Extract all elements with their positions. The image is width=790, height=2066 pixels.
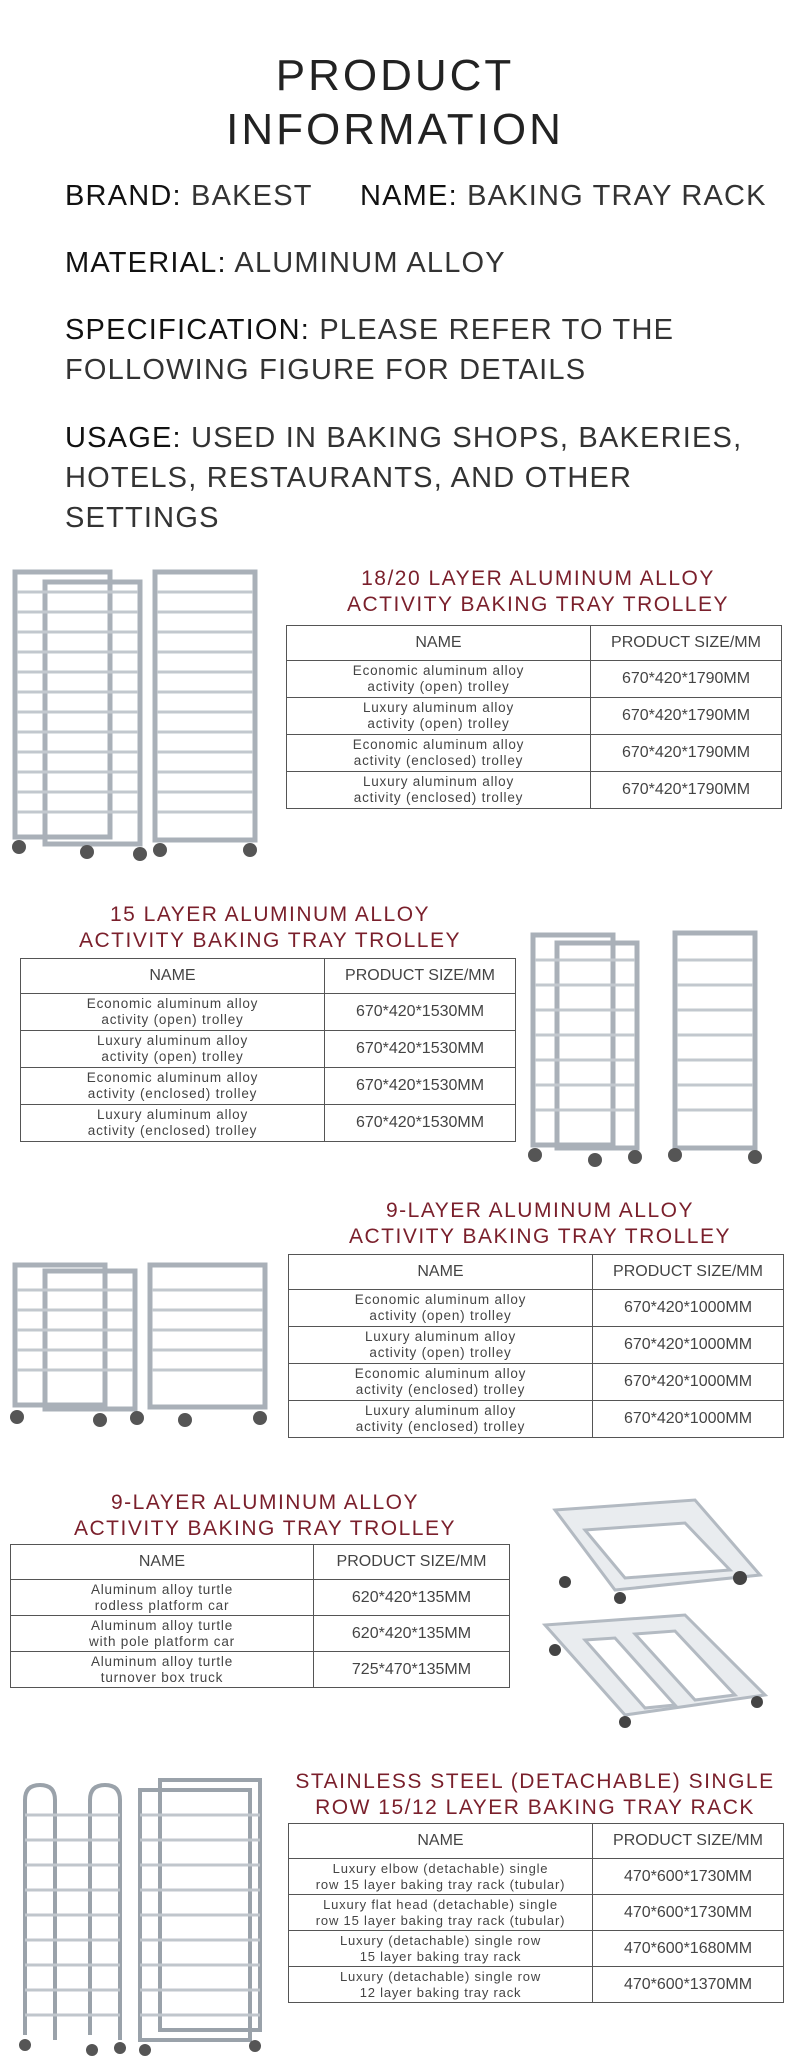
section-5-title-line-1: STAINLESS STEEL (DETACHABLE) SINGLE: [295, 1770, 775, 1793]
table-row: [289, 1290, 784, 1327]
table-row: [21, 1031, 516, 1068]
table-row: [21, 1068, 516, 1105]
table-row: [289, 1401, 784, 1438]
table-row: [289, 1859, 784, 1895]
section-1-title-line-1: 18/20 LAYER ALUMINUM ALLOY: [361, 567, 715, 590]
product-size: 670*420*1530MM: [325, 1031, 516, 1068]
brand-value: BAKEST: [191, 180, 313, 212]
table-row: [287, 735, 782, 772]
col-name-header: NAME: [287, 626, 591, 661]
name-value: BAKING TRAY RACK: [467, 180, 767, 212]
section-2-title-line-2: ACTIVITY BAKING TRAY TROLLEY: [79, 929, 461, 952]
table-row: [11, 1652, 510, 1688]
stainless-rack-pair-image: [10, 1770, 280, 2060]
product-name: Luxury (detachable) single row 15 layer baking tray rack: [289, 1931, 593, 1967]
section-2-table: [20, 958, 516, 1142]
name-line: [360, 176, 767, 216]
product-size: 670*420*1530MM: [325, 994, 516, 1031]
section-1-table: [286, 625, 782, 809]
product-name: Luxury aluminum alloy activity (open) trolley: [287, 698, 591, 735]
product-name: Economic aluminum alloy activity (enclosed) trolley: [21, 1068, 325, 1105]
short-trolley-pair-image: [5, 1255, 280, 1435]
product-name: Luxury aluminum alloy activity (open) trolley: [21, 1031, 325, 1068]
product-size: 470*600*1730MM: [593, 1895, 784, 1931]
col-size-header: PRODUCT SIZE/MM: [593, 1255, 784, 1290]
table-row: [289, 1327, 784, 1364]
section-3-title-line-1: 9-LAYER ALUMINUM ALLOY: [385, 1199, 695, 1222]
table-row: [287, 772, 782, 809]
col-name-header: NAME: [21, 959, 325, 994]
col-name-header: NAME: [289, 1255, 593, 1290]
product-name: Aluminum alloy turtle rodless platform car: [11, 1580, 314, 1616]
product-size: 725*470*135MM: [314, 1652, 510, 1688]
brand-label: BRAND:: [65, 180, 182, 212]
spec-label: SPECIFICATION:: [65, 314, 311, 346]
product-name: Economic aluminum alloy activity (open) trolley: [289, 1290, 593, 1327]
section-3-title: [290, 1198, 790, 1250]
col-name-header: NAME: [11, 1545, 314, 1580]
spec-line: [65, 310, 674, 390]
section-2-title: [20, 902, 520, 954]
product-size: 670*420*1000MM: [593, 1290, 784, 1327]
table-row: [11, 1580, 510, 1616]
col-size-header: PRODUCT SIZE/MM: [325, 959, 516, 994]
col-name-header: NAME: [289, 1824, 593, 1859]
usage-label: USAGE:: [65, 422, 182, 454]
table-row: [287, 661, 782, 698]
product-name: Economic aluminum alloy activity (enclosed) trolley: [287, 735, 591, 772]
product-name: Economic aluminum alloy activity (open) trolley: [287, 661, 591, 698]
product-name: Luxury aluminum alloy activity (enclosed) trolley: [289, 1401, 593, 1438]
table-row: [289, 1967, 784, 2003]
table-row: [289, 1931, 784, 1967]
usage-value-2: HOTELS, RESTAURANTS, AND OTHER SETTINGS: [65, 462, 633, 534]
tall-trolley-pair-image: [5, 562, 285, 872]
product-name: Luxury flat head (detachable) single row 15 layer baking tray rack (tubular): [289, 1895, 593, 1931]
table-row: [289, 1895, 784, 1931]
section-1-title: [288, 566, 788, 618]
table-row: [21, 1105, 516, 1142]
product-size: 670*420*1530MM: [325, 1068, 516, 1105]
section-1-title-line-2: ACTIVITY BAKING TRAY TROLLEY: [347, 593, 729, 616]
product-size: 670*420*1000MM: [593, 1327, 784, 1364]
section-4-table: [10, 1544, 510, 1688]
col-size-header: PRODUCT SIZE/MM: [314, 1545, 510, 1580]
section-5-title-line-2: ROW 15/12 LAYER BAKING TRAY RACK: [315, 1796, 755, 1819]
product-name: Aluminum alloy turtle turnover box truck: [11, 1652, 314, 1688]
section-3-title-line-2: ACTIVITY BAKING TRAY TROLLEY: [349, 1225, 731, 1248]
product-size: 670*420*1790MM: [591, 735, 782, 772]
page-title-line-1: PRODUCT: [275, 51, 515, 100]
section-5-title: [280, 1769, 790, 1821]
product-size: 620*420*135MM: [314, 1580, 510, 1616]
section-4-title: [10, 1490, 520, 1542]
table-row: [11, 1616, 510, 1652]
section-4-title-line-1: 9-LAYER ALUMINUM ALLOY: [110, 1491, 420, 1514]
product-size: 670*420*1790MM: [591, 772, 782, 809]
product-size: 470*600*1680MM: [593, 1931, 784, 1967]
name-label: NAME:: [360, 180, 458, 212]
section-2-title-line-1: 15 LAYER ALUMINUM ALLOY: [109, 903, 431, 926]
product-name: Economic aluminum alloy activity (enclosed) trolley: [289, 1364, 593, 1401]
product-size: 670*420*1790MM: [591, 661, 782, 698]
table-row: [21, 994, 516, 1031]
spec-value-2: FOLLOWING FIGURE FOR DETAILS: [65, 354, 587, 386]
product-size: 670*420*1000MM: [593, 1364, 784, 1401]
brand-line: [65, 176, 313, 216]
material-label: MATERIAL:: [65, 247, 227, 279]
spec-value-1: PLEASE REFER TO THE: [319, 314, 675, 346]
section-4-title-line-2: ACTIVITY BAKING TRAY TROLLEY: [74, 1517, 456, 1540]
platform-car-image: [525, 1490, 785, 1730]
table-row: [289, 1364, 784, 1401]
product-size: 470*600*1370MM: [593, 1967, 784, 2003]
product-name: Luxury (detachable) single row 12 layer baking tray rack: [289, 1967, 593, 2003]
col-size-header: PRODUCT SIZE/MM: [593, 1824, 784, 1859]
product-name: Luxury aluminum alloy activity (enclosed) trolley: [287, 772, 591, 809]
section-3-table: [288, 1254, 784, 1438]
product-name: Economic aluminum alloy activity (open) trolley: [21, 994, 325, 1031]
col-size-header: PRODUCT SIZE/MM: [591, 626, 782, 661]
product-name: Luxury elbow (detachable) single row 15 layer baking tray rack (tubular): [289, 1859, 593, 1895]
product-size: 620*420*135MM: [314, 1616, 510, 1652]
product-size: 670*420*1530MM: [325, 1105, 516, 1142]
medium-trolley-pair-image: [525, 925, 785, 1175]
material-line: [65, 243, 506, 283]
product-size: 670*420*1790MM: [591, 698, 782, 735]
page-title-line-2: INFORMATION: [226, 105, 564, 154]
usage-value-1: USED IN BAKING SHOPS, BAKERIES,: [191, 422, 743, 454]
product-size: 670*420*1000MM: [593, 1401, 784, 1438]
material-value: ALUMINUM ALLOY: [234, 247, 506, 279]
product-size: 470*600*1730MM: [593, 1859, 784, 1895]
table-row: [287, 698, 782, 735]
product-name: Aluminum alloy turtle with pole platform car: [11, 1616, 314, 1652]
usage-line: [65, 418, 790, 538]
product-name: Luxury aluminum alloy activity (enclosed) trolley: [21, 1105, 325, 1142]
product-name: Luxury aluminum alloy activity (open) trolley: [289, 1327, 593, 1364]
section-5-table: [288, 1823, 784, 2003]
